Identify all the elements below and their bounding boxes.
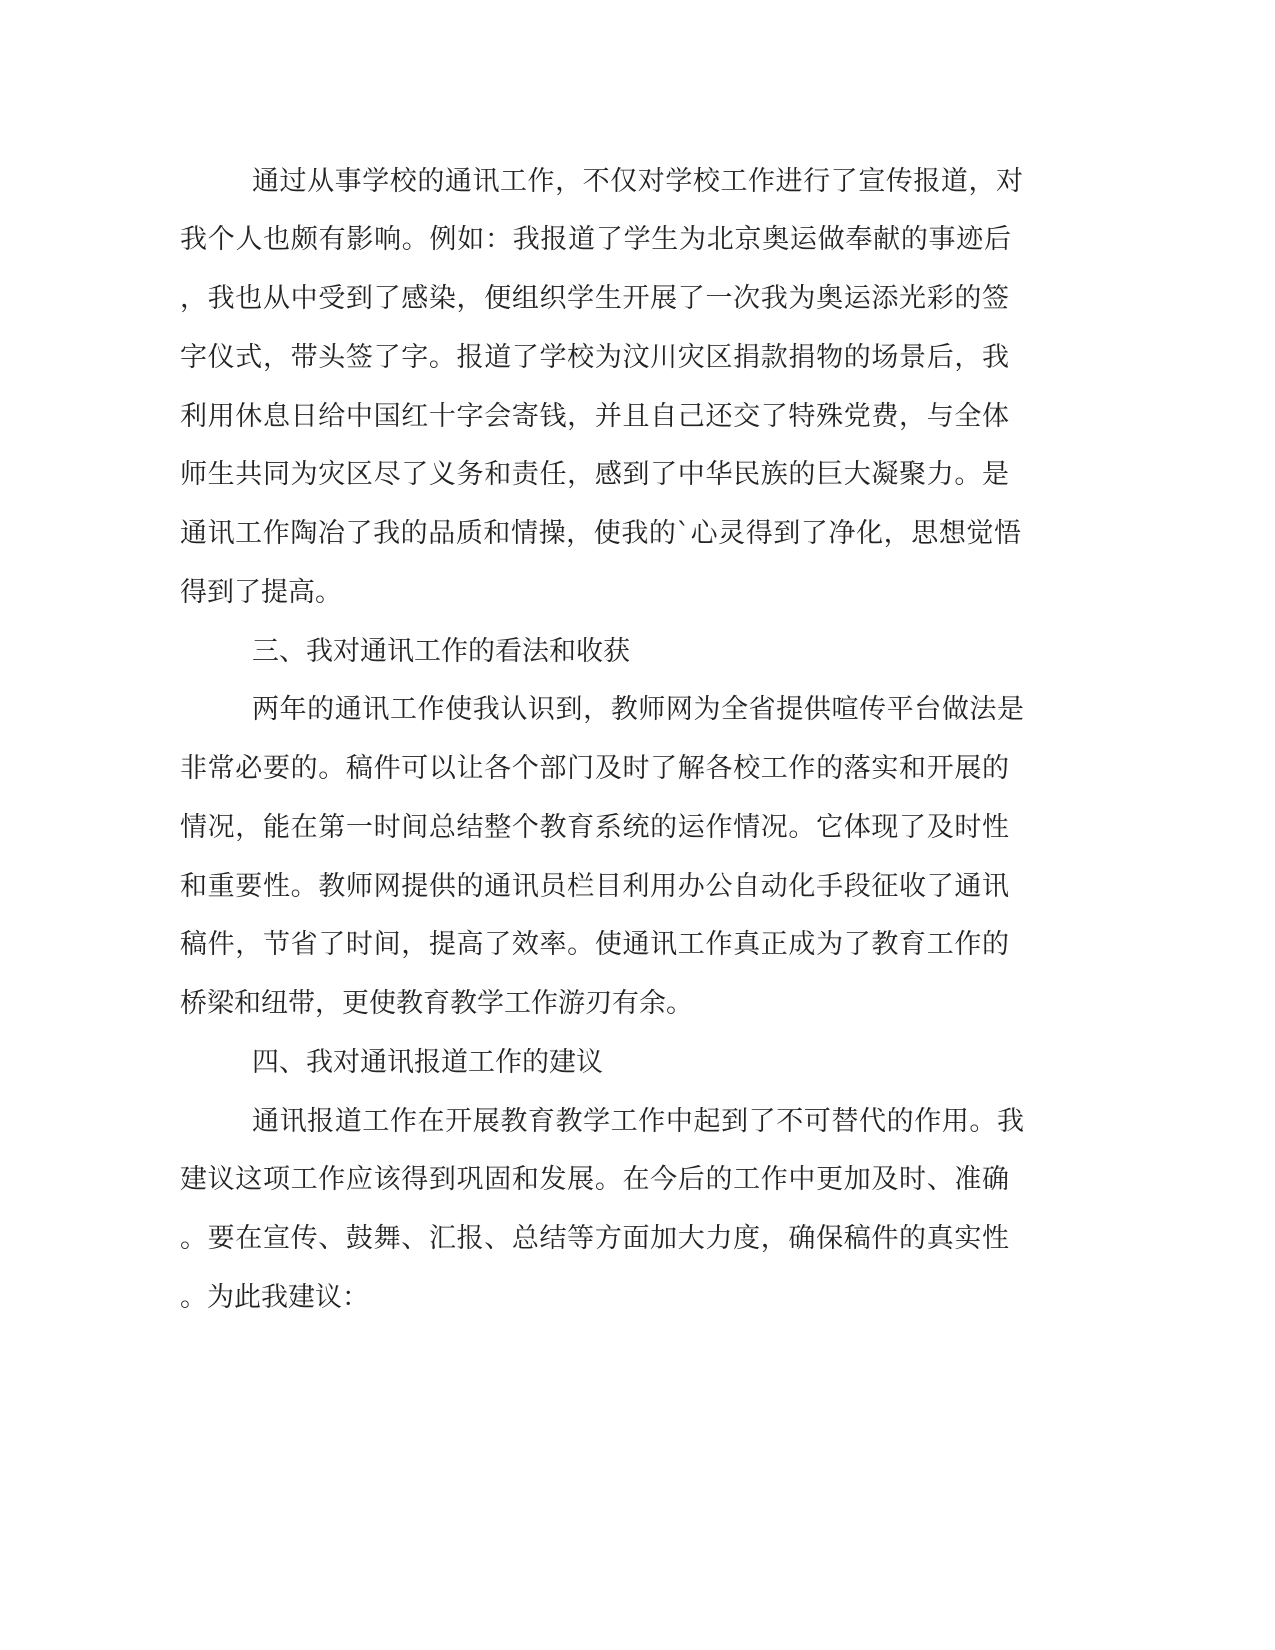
text-line: 通讯报道工作在开展教育教学工作中起到了不可替代的作用。我 <box>252 1106 1024 1137</box>
text-line: 情况，能在第一时间总结整个教育系统的运作情况。它体现了及时性 <box>180 812 1009 843</box>
section-heading: 三、我对通讯工作的看法和收获 <box>252 636 630 667</box>
text-line: 利用休息日给中国红十字会寄钱，并且自己还交了特殊党费，与全体 <box>180 401 1009 432</box>
text-line: ，我也从中受到了感染，便组织学生开展了一次我为奥运添光彩的签 <box>180 283 1009 314</box>
text-line: 建议这项工作应该得到巩固和发展。在今后的工作中更加及时、准确 <box>180 1164 1009 1195</box>
text-line: 桥梁和纽带，更使教育教学工作游刃有余。 <box>180 988 693 1019</box>
text-line: 稿件，节省了时间，提高了效率。使通讯工作真正成为了教育工作的 <box>180 929 1009 960</box>
text-line: 非常必要的。稿件可以让各个部门及时了解各校工作的落实和开展的 <box>180 753 1009 784</box>
text-line: 和重要性。教师网提供的通讯员栏目利用办公自动化手段征收了通讯 <box>180 871 1009 902</box>
text-line: 师生共同为灾区尽了义务和责任，感到了中华民族的巨大凝聚力。是 <box>180 459 1009 490</box>
text-line: 。为此我建议： <box>180 1282 369 1313</box>
text-line: 。要在宣传、鼓舞、汇报、总结等方面加大力度，确保稿件的真实性 <box>180 1223 1009 1254</box>
section-heading: 四、我对通讯报道工作的建议 <box>252 1047 603 1078</box>
text-line: 得到了提高。 <box>180 577 342 608</box>
text-line: 两年的通讯工作使我认识到，教师网为全省提供喧传平台做法是 <box>252 694 1024 725</box>
text-line: 字仪式，带头签了字。报道了学校为汶川灾区捐款捐物的场景后，我 <box>180 342 1009 373</box>
text-line: 通过从事学校的通讯工作，不仅对学校工作进行了宣传报道，对 <box>252 166 1023 197</box>
text-line: 我个人也颇有影响。例如：我报道了学生为北京奥运做奉献的事迹后 <box>180 224 1011 255</box>
text-line: 通讯工作陶冶了我的品质和情操，使我的`心灵得到了净化，思想觉悟 <box>180 518 1021 549</box>
